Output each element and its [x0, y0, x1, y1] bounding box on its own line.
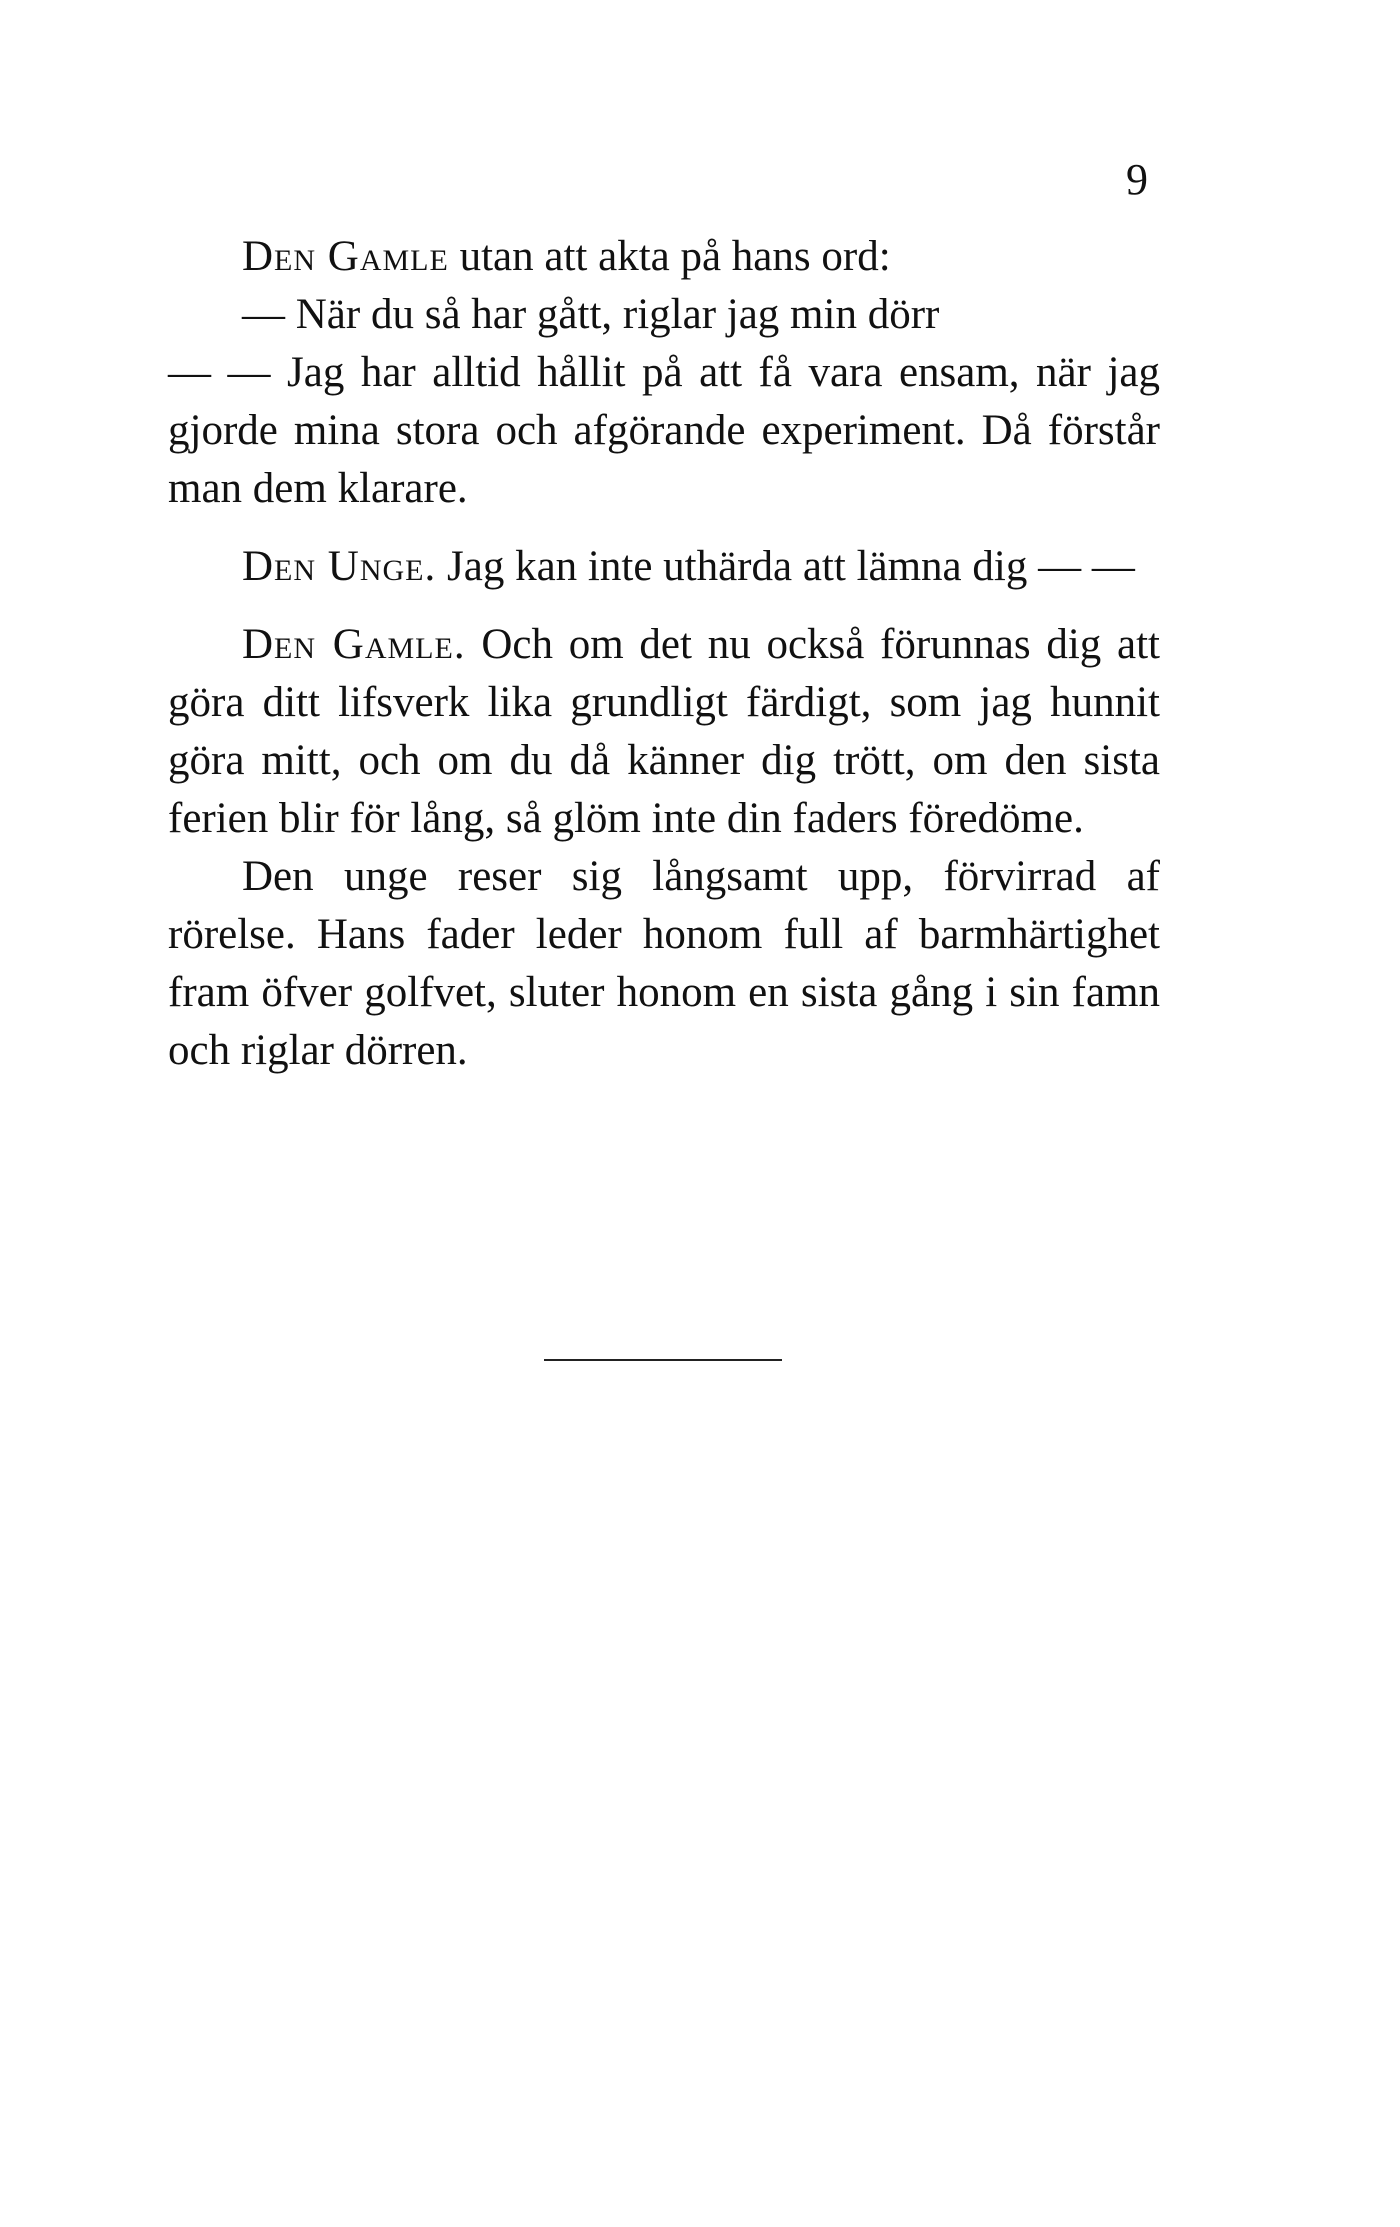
text-block [168, 228, 1160, 1080]
paragraph-4 [168, 538, 1160, 596]
paragraph-2 [168, 286, 1160, 344]
paragraph-text: Den unge reser sig långsamt upp, förvirrad af rörelse. Hans fader leder honom full af barmhärtighet fram öfver golfvet, sluter honom en sista gång i sin famn och riglar dörren. [168, 853, 1160, 1074]
end-rule [544, 1359, 782, 1361]
paragraph-text: utan att akta på hans ord: [448, 233, 891, 280]
paragraph-6 [168, 848, 1160, 1080]
paragraph-1 [168, 228, 1160, 286]
speaker-name: Den Gamle. [242, 621, 466, 668]
speaker-name: Den Gamle [242, 233, 449, 280]
paragraph-text: Jag kan inte uthärda att lämna dig — — [436, 543, 1135, 590]
paragraph-3 [168, 344, 1160, 518]
paragraph-text: — — Jag har alltid hållit på att få vara ensam, när jag gjorde mina stora och afgörande experiment. Då förstår man dem klarare. [168, 349, 1160, 512]
paragraph-text: Och om det nu också förunnas dig att göra ditt lifsverk lika grundligt färdigt, som jag hunnit göra mitt, och om du då känner dig trött, om den sista ferien blir för lång, så glöm inte din faders föredöme. [168, 621, 1160, 842]
page-number: 9 [1126, 155, 1148, 204]
speaker-name: Den Unge. [242, 543, 437, 590]
paragraph-5 [168, 616, 1160, 848]
paragraph-text: — När du så har gått, riglar jag min dörr [242, 291, 940, 338]
